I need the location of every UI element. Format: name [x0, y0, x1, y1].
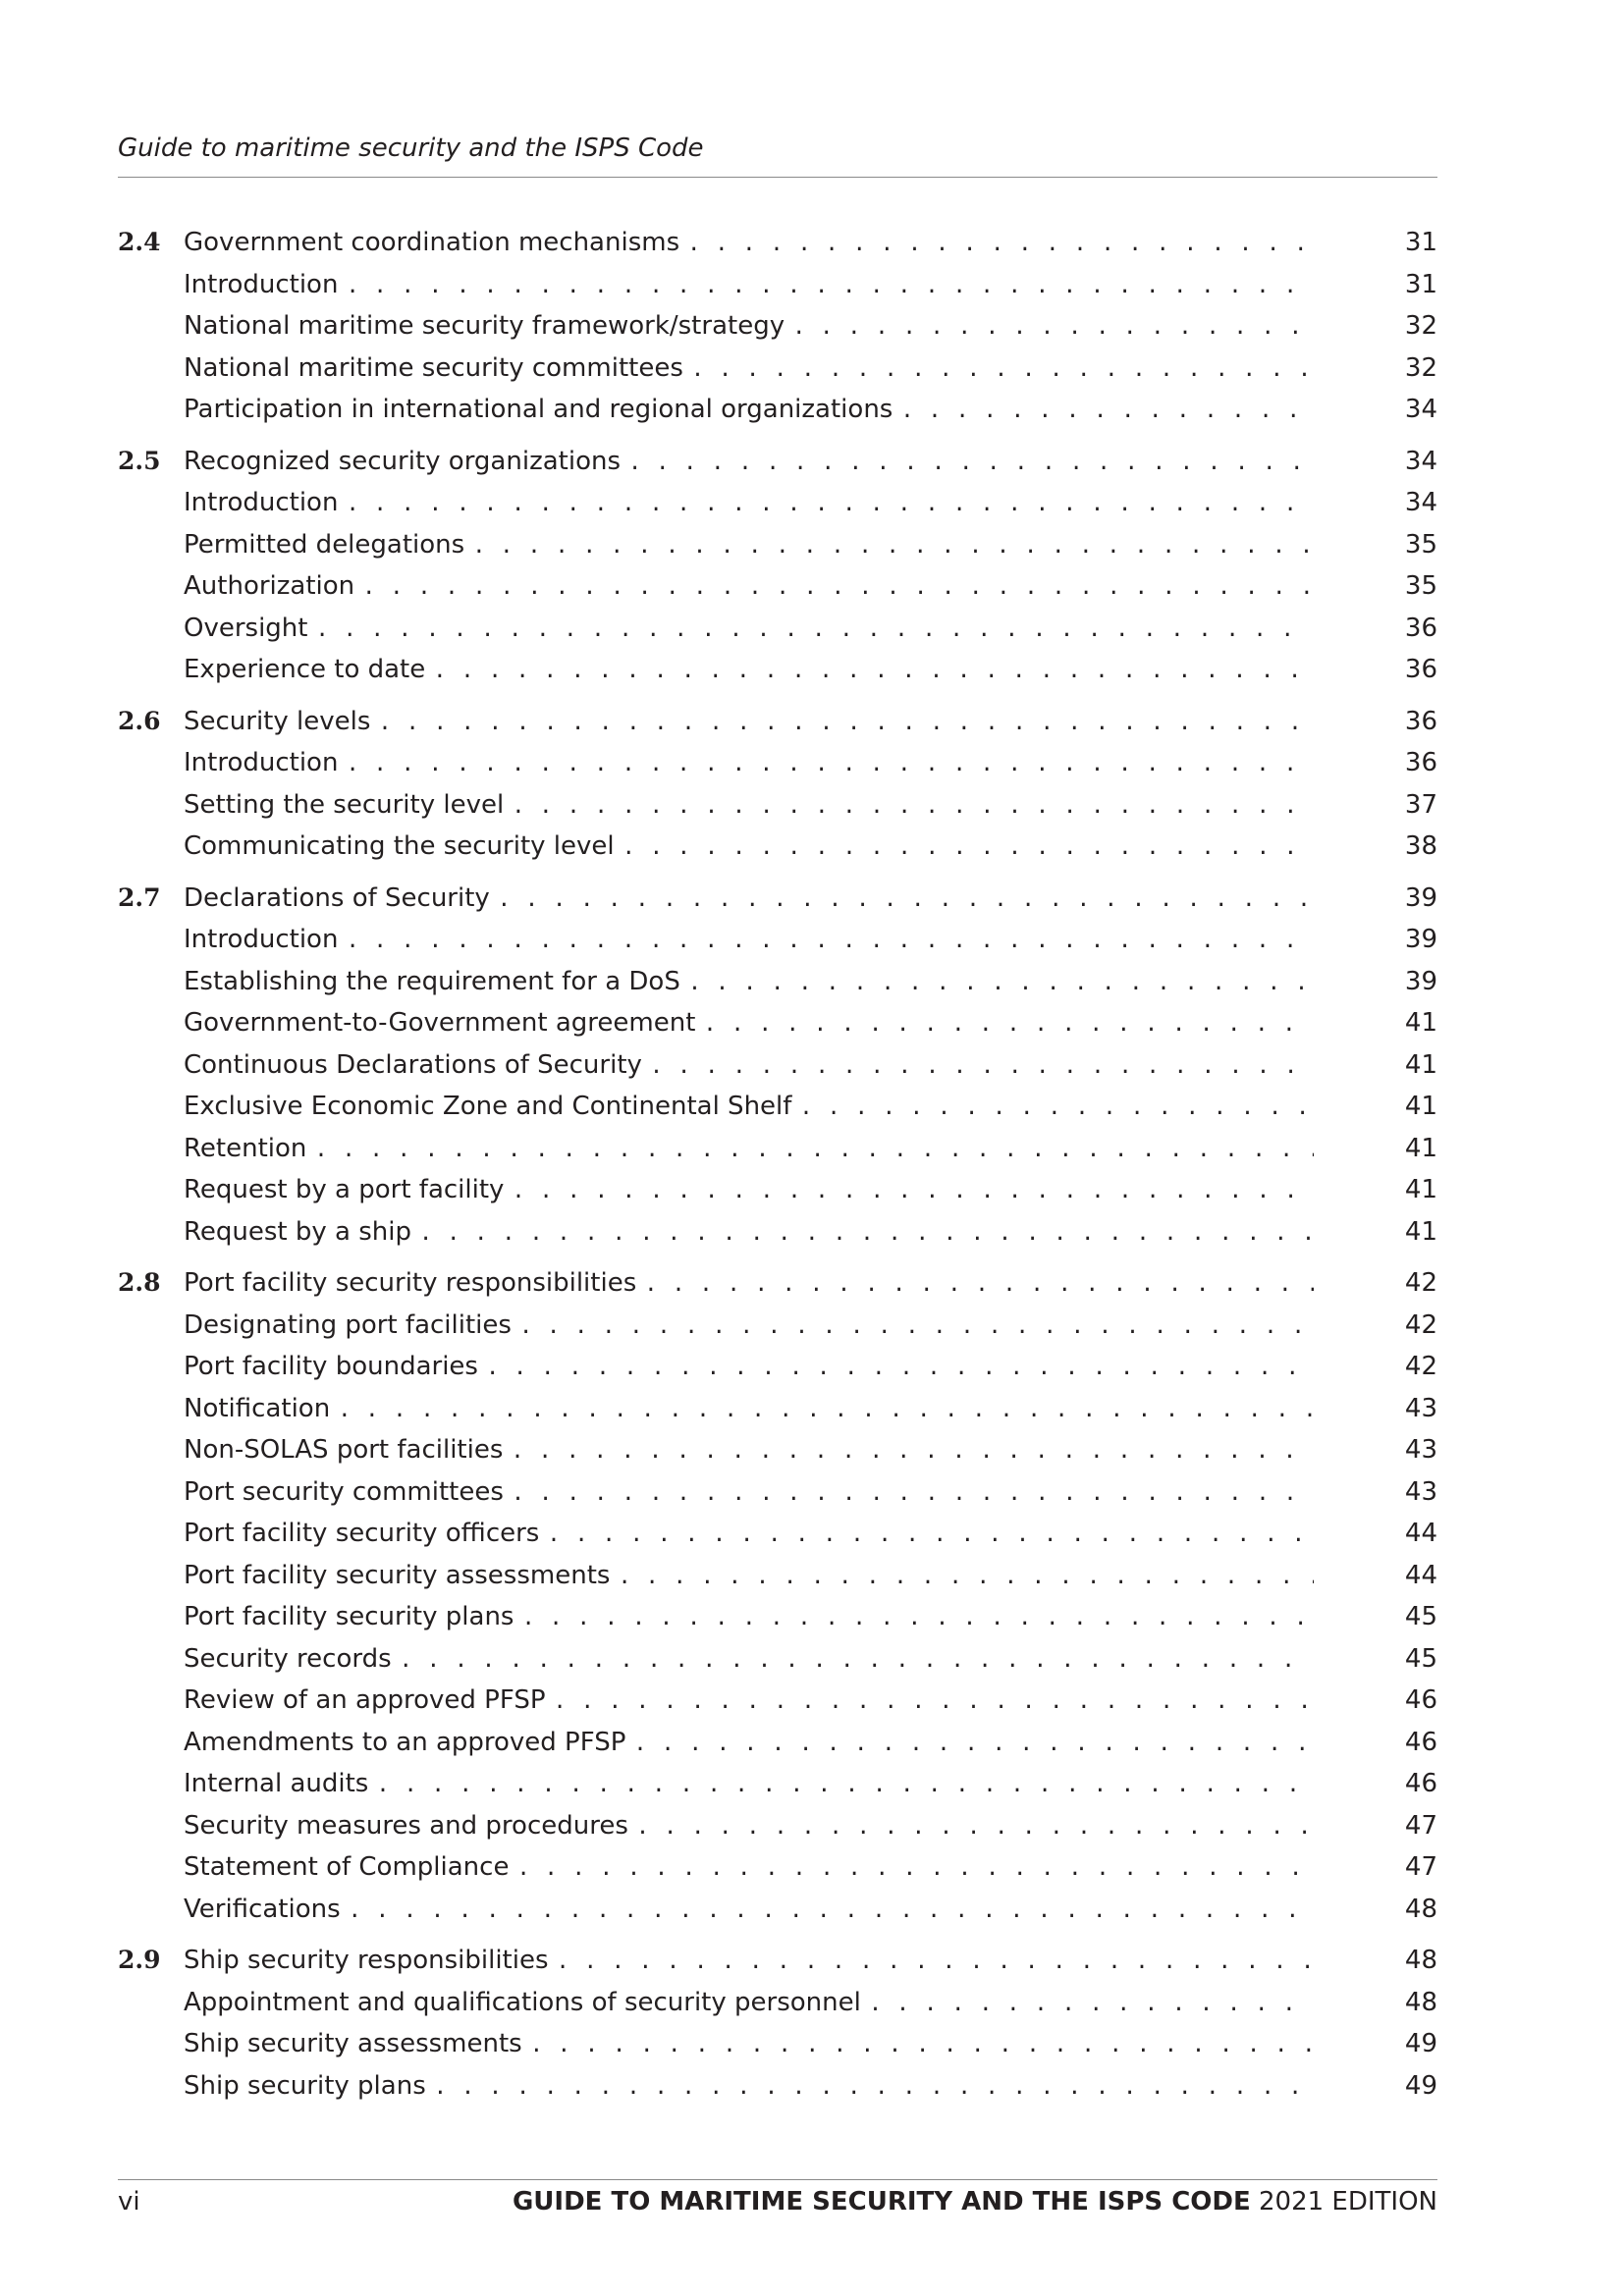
- toc-subentry[interactable]: [118, 1169, 1437, 1211]
- entry-title: [184, 565, 1429, 610]
- entry-title: [184, 441, 1429, 485]
- entry-page-number: 39: [1314, 878, 1437, 920]
- entry-title-text: Setting the security level: [184, 789, 505, 820]
- entry-title: [184, 1638, 1429, 1682]
- entry-title: [184, 1262, 1429, 1307]
- toc-subentry[interactable]: [118, 2065, 1437, 2108]
- entry-page-number: 44: [1314, 1555, 1437, 1597]
- footer-book-title: [513, 2187, 1437, 2216]
- entry-title-text: Notification: [184, 1393, 331, 1423]
- entry-title: [184, 1128, 1429, 1172]
- entry-page-number: 34: [1314, 389, 1437, 431]
- entry-page-number: 41: [1314, 1169, 1437, 1211]
- entry-page-number: 36: [1314, 649, 1437, 691]
- entry-title: [184, 1940, 1429, 1984]
- entry-page-number: 48: [1314, 1982, 1437, 2024]
- entry-title-text: Government coordination mechanisms: [184, 228, 680, 257]
- toc-subentry[interactable]: [118, 482, 1437, 524]
- toc-section-entry[interactable]: [118, 1262, 1437, 1305]
- toc-section-entry[interactable]: [118, 222, 1437, 264]
- entry-title: [184, 1044, 1429, 1089]
- entry-page-number: 39: [1314, 961, 1437, 1003]
- toc-subentry[interactable]: [118, 1086, 1437, 1128]
- entry-title: [184, 1305, 1429, 1349]
- entry-title: [184, 1388, 1429, 1432]
- entry-page-number: 44: [1314, 1513, 1437, 1555]
- entry-title: [184, 222, 1429, 266]
- entry-title-text: Request by a ship: [184, 1216, 411, 1247]
- toc-subentry[interactable]: [118, 1846, 1437, 1889]
- entry-title: [184, 1346, 1429, 1390]
- entry-title: [184, 784, 1429, 828]
- entry-page-number: 36: [1314, 742, 1437, 784]
- entry-title-text: Establishing the requirement for a DoS: [184, 966, 680, 996]
- toc-subentry[interactable]: [118, 2023, 1437, 2065]
- entry-title: [184, 1846, 1429, 1891]
- entry-title-text: National maritime security committees: [184, 352, 683, 383]
- entry-title-text: Appointment and qualifications of security personnel: [184, 1987, 861, 2017]
- entry-page-number: 45: [1314, 1638, 1437, 1681]
- toc-section: [118, 222, 1437, 431]
- entry-title-text: Amendments to an approved PFSP: [184, 1727, 626, 1757]
- toc-subentry[interactable]: [118, 1346, 1437, 1388]
- toc-section-entry[interactable]: [118, 1940, 1437, 1982]
- section-number: 2.7: [118, 882, 161, 912]
- toc-section-entry[interactable]: [118, 441, 1437, 483]
- toc-section: [118, 441, 1437, 691]
- entry-page-number: 41: [1314, 1128, 1437, 1170]
- entry-page-number: 31: [1314, 222, 1437, 264]
- entry-page-number: 45: [1314, 1596, 1437, 1638]
- entry-title-text: Communicating the security level: [184, 831, 615, 861]
- entry-title: [184, 1169, 1429, 1213]
- entry-title-text: Declarations of Security: [184, 882, 490, 913]
- toc-subentry[interactable]: [118, 264, 1437, 306]
- entry-title: [184, 1513, 1429, 1557]
- entry-page-number: 48: [1314, 1940, 1437, 1982]
- entry-title-text: Request by a port facility: [184, 1175, 505, 1204]
- entry-page-number: 39: [1314, 919, 1437, 961]
- footer-rule: [118, 2179, 1437, 2180]
- toc-subentry[interactable]: [118, 1805, 1437, 1847]
- entry-page-number: 37: [1314, 784, 1437, 827]
- entry-title: [184, 482, 1429, 526]
- toc-subentry[interactable]: [118, 1128, 1437, 1170]
- toc-subentry[interactable]: [118, 524, 1437, 566]
- header-rule: [118, 177, 1437, 178]
- entry-title: [184, 701, 1429, 745]
- entry-title-text: Oversight: [184, 613, 308, 643]
- section-number: 2.6: [118, 706, 161, 735]
- entry-page-number: 43: [1314, 1429, 1437, 1471]
- entry-title-text: Port facility security assessments: [184, 1560, 611, 1590]
- entry-title-text: Authorization: [184, 571, 355, 601]
- entry-title-text: Government-to-Government agreement: [184, 1008, 696, 1038]
- entry-page-number: 41: [1314, 1086, 1437, 1128]
- toc-subentry[interactable]: [118, 1211, 1437, 1254]
- entry-title-text: Security levels: [184, 706, 371, 736]
- entry-title-text: Ship security responsibilities: [184, 1946, 549, 1975]
- section-number: 2.4: [118, 228, 161, 256]
- toc-subentry[interactable]: [118, 347, 1437, 390]
- entry-title: [184, 1722, 1429, 1766]
- entry-page-number: 49: [1314, 2065, 1437, 2108]
- entry-title-text: Retention: [184, 1133, 307, 1163]
- entry-title-text: Ship security assessments: [184, 2029, 522, 2058]
- entry-title: [184, 1429, 1429, 1473]
- entry-title: [184, 1596, 1429, 1640]
- entry-page-number: 31: [1314, 264, 1437, 306]
- entry-title: [184, 608, 1429, 652]
- entry-title-text: Introduction: [184, 488, 339, 517]
- entry-title-text: Non-SOLAS port facilities: [184, 1435, 504, 1465]
- toc-subentry[interactable]: [118, 1388, 1437, 1430]
- entry-title-text: Review of an approved PFSP: [184, 1685, 546, 1715]
- toc-subentry[interactable]: [118, 1002, 1437, 1044]
- entry-title-text: Ship security plans: [184, 2070, 426, 2101]
- entry-title-text: Statement of Compliance: [184, 1852, 510, 1882]
- entry-title: [184, 742, 1429, 786]
- toc-subentry[interactable]: [118, 826, 1437, 868]
- entry-title-text: Security records: [184, 1643, 392, 1674]
- entry-title-text: Port facility security officers: [184, 1519, 540, 1548]
- entry-title-text: Participation in international and regional organizations: [184, 395, 893, 424]
- entry-title: [184, 1555, 1429, 1599]
- footer-edition: 2021 EDITION: [1258, 2187, 1437, 2216]
- section-number: 2.9: [118, 1946, 161, 1974]
- entry-title: [184, 2065, 1429, 2109]
- toc-subentry[interactable]: [118, 1722, 1437, 1764]
- entry-page-number: 41: [1314, 1002, 1437, 1044]
- entry-title: [184, 2023, 1429, 2067]
- toc-section-entry[interactable]: [118, 878, 1437, 920]
- entry-title: [184, 1889, 1429, 1933]
- toc-subentry[interactable]: [118, 1471, 1437, 1514]
- entry-title: [184, 1982, 1429, 2026]
- entry-page-number: 42: [1314, 1346, 1437, 1388]
- entry-page-number: 32: [1314, 347, 1437, 390]
- toc-subentry[interactable]: [118, 1044, 1437, 1087]
- entry-page-number: 48: [1314, 1889, 1437, 1931]
- entry-title: [184, 1680, 1429, 1724]
- toc-subentry[interactable]: [118, 305, 1437, 347]
- entry-title-text: Exclusive Economic Zone and Continental Shelf: [184, 1092, 792, 1121]
- entry-title-text: Experience to date: [184, 655, 426, 684]
- entry-title-text: Verifications: [184, 1894, 341, 1924]
- toc-subentry[interactable]: [118, 784, 1437, 827]
- entry-title: [184, 878, 1429, 922]
- entry-page-number: 46: [1314, 1680, 1437, 1722]
- section-number: 2.8: [118, 1268, 161, 1297]
- entry-page-number: 47: [1314, 1846, 1437, 1889]
- entry-page-number: 46: [1314, 1722, 1437, 1764]
- section-number: 2.5: [118, 446, 161, 475]
- entry-title-text: Designating port facilities: [184, 1309, 512, 1340]
- entry-title: [184, 524, 1429, 568]
- entry-title: [184, 305, 1429, 349]
- entry-page-number: 42: [1314, 1262, 1437, 1305]
- entry-title-text: Security measures and procedures: [184, 1810, 628, 1841]
- entry-title-text: Introduction: [184, 925, 339, 954]
- entry-page-number: 43: [1314, 1471, 1437, 1514]
- toc-subentry[interactable]: [118, 1305, 1437, 1347]
- entry-title: [184, 1763, 1429, 1807]
- entry-title: [184, 347, 1429, 392]
- toc-subentry[interactable]: [118, 1889, 1437, 1931]
- entry-title: [184, 919, 1429, 963]
- entry-page-number: 41: [1314, 1211, 1437, 1254]
- running-header-title: Guide to maritime security and the ISPS Code: [118, 133, 704, 163]
- toc-subentry[interactable]: [118, 919, 1437, 961]
- entry-page-number: 38: [1314, 826, 1437, 868]
- entry-title: [184, 826, 1429, 870]
- toc-subentry[interactable]: [118, 1555, 1437, 1597]
- toc-subentry[interactable]: [118, 1638, 1437, 1681]
- entry-page-number: 35: [1314, 565, 1437, 608]
- toc-subentry[interactable]: [118, 1429, 1437, 1471]
- entry-page-number: 49: [1314, 2023, 1437, 2065]
- entry-title-text: Recognized security organizations: [184, 446, 621, 476]
- toc-subentry[interactable]: [118, 608, 1437, 650]
- toc-section: [118, 701, 1437, 868]
- entry-page-number: 36: [1314, 701, 1437, 743]
- entry-page-number: 42: [1314, 1305, 1437, 1347]
- entry-title-text: Continuous Declarations of Security: [184, 1049, 642, 1080]
- entry-title-text: Port facility security responsibilities: [184, 1268, 637, 1298]
- entry-page-number: 46: [1314, 1763, 1437, 1805]
- entry-title-text: Introduction: [184, 269, 339, 299]
- toc-section: [118, 1262, 1437, 1930]
- toc-subentry[interactable]: [118, 1982, 1437, 2024]
- toc-section-entry[interactable]: [118, 701, 1437, 743]
- toc-section: [118, 878, 1437, 1254]
- entry-title-text: Port facility boundaries: [184, 1352, 478, 1381]
- entry-title: [184, 389, 1429, 433]
- entry-page-number: 41: [1314, 1044, 1437, 1087]
- entry-page-number: 32: [1314, 305, 1437, 347]
- entry-page-number: 43: [1314, 1388, 1437, 1430]
- toc-section: [118, 1940, 1437, 2107]
- page-folio: vi: [118, 2187, 140, 2216]
- entry-title: [184, 1086, 1429, 1130]
- toc-subentry[interactable]: [118, 649, 1437, 691]
- entry-page-number: 35: [1314, 524, 1437, 566]
- entry-page-number: 36: [1314, 608, 1437, 650]
- entry-title: [184, 649, 1429, 693]
- entry-title: [184, 1002, 1429, 1046]
- entry-page-number: 34: [1314, 441, 1437, 483]
- table-of-contents: [118, 222, 1437, 2116]
- entry-title: [184, 961, 1429, 1005]
- entry-page-number: 34: [1314, 482, 1437, 524]
- entry-title-text: Port security committees: [184, 1476, 504, 1507]
- entry-page-number: 47: [1314, 1805, 1437, 1847]
- toc-subentry[interactable]: [118, 961, 1437, 1003]
- entry-title-text: Introduction: [184, 748, 339, 777]
- toc-subentry[interactable]: [118, 742, 1437, 784]
- toc-subentry[interactable]: [118, 1596, 1437, 1638]
- entry-title-text: Internal audits: [184, 1769, 369, 1798]
- entry-title: [184, 1471, 1429, 1516]
- toc-subentry[interactable]: [118, 1513, 1437, 1555]
- toc-subentry[interactable]: [118, 1680, 1437, 1722]
- entry-title: [184, 1211, 1429, 1255]
- entry-title-text: Permitted delegations: [184, 529, 465, 560]
- toc-subentry[interactable]: [118, 389, 1437, 431]
- toc-subentry[interactable]: [118, 1763, 1437, 1805]
- entry-title: [184, 264, 1429, 308]
- entry-title-text: Port facility security plans: [184, 1602, 514, 1631]
- footer-title-bold: GUIDE TO MARITIME SECURITY AND THE ISPS CODE: [512, 2187, 1251, 2216]
- toc-subentry[interactable]: [118, 565, 1437, 608]
- entry-title: [184, 1805, 1429, 1849]
- entry-title-text: National maritime security framework/strategy: [184, 311, 785, 341]
